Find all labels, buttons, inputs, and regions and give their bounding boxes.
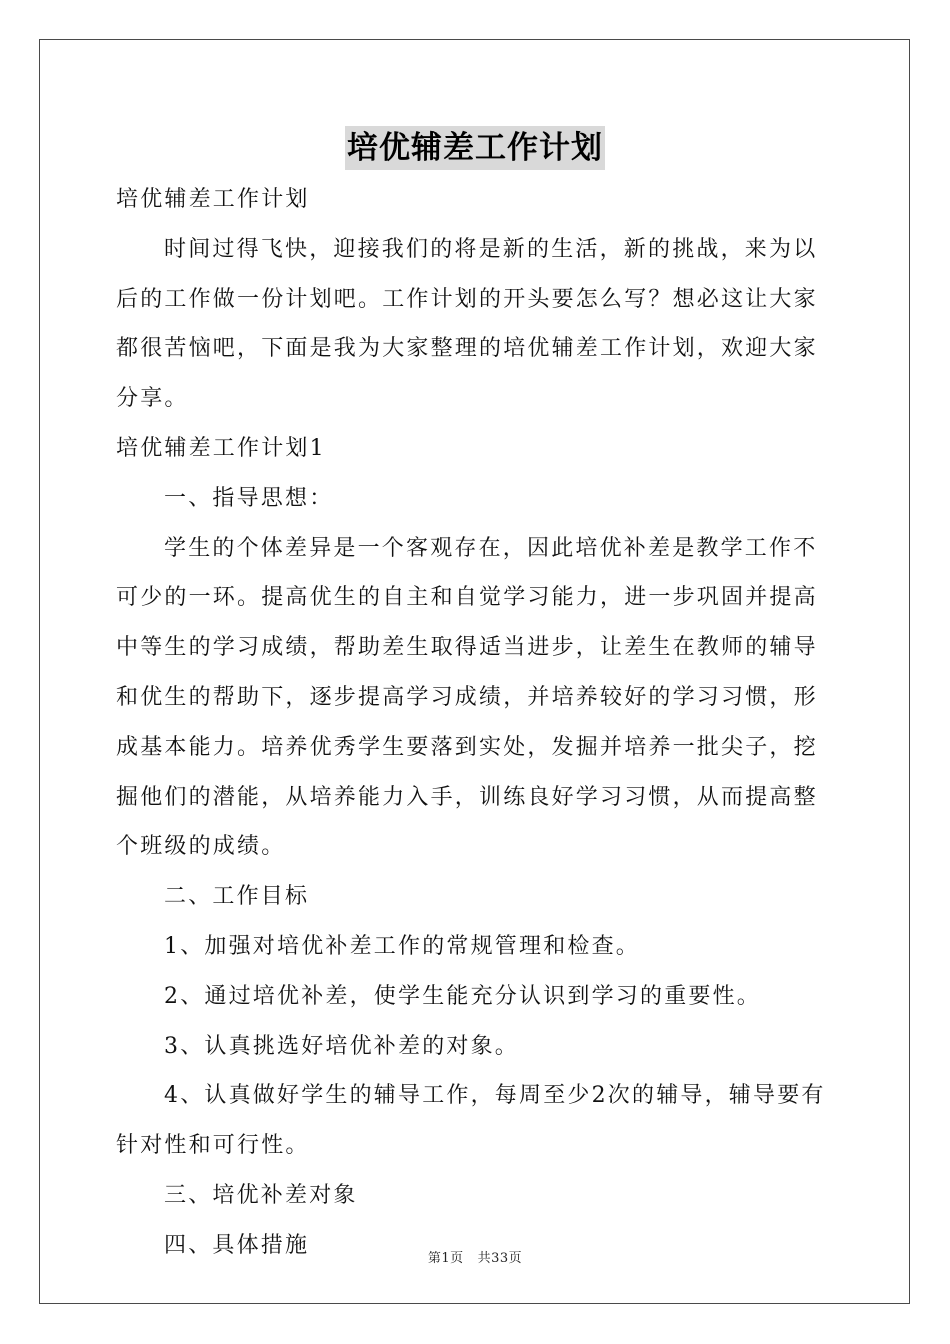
paragraph-heading-measures: 四、具体措施 [164,1232,310,1258]
page-total: 共33页 [477,1251,523,1266]
title-area [0,126,950,170]
paragraph-section-heading: 培优辅差工作计划1 [116,435,326,461]
paragraph-goal-4: 4、认真做好学生的辅导工作，每周至少2次的辅导，辅导要有针对性和可行性。 [116,1083,826,1159]
paragraph-intro: 时间过得飞快，迎接我们的将是新的生活，新的挑战，来为以后的工作做一份计划吧。工作计划的开头要怎么写？想必这让大家都很苦恼吧，下面是我为大家整理的培优辅差工作计划，欢迎大家分享。 [116,236,818,412]
paragraph-goal-1: 1、加强对培优补差工作的常规管理和检查。 [164,933,640,959]
document-title: 培优辅差工作计划 [345,126,605,170]
page-number: 第1页 [427,1251,464,1266]
page-footer [0,1247,950,1266]
paragraph-heading-targets: 三、培优补差对象 [164,1182,358,1208]
paragraph-subtitle: 培优辅差工作计划 [116,187,310,212]
paragraph-heading-guiding-idea: 一、指导思想： [164,485,334,511]
document-body [116,175,836,1271]
paragraph-goal-3: 3、认真挑选好培优补差的对象。 [164,1033,519,1059]
paragraph-guiding-idea-body: 学生的个体差异是一个客观存在，因此培优补差是教学工作不可少的一环。提高优生的自主和自觉学习能力，进一步巩固并提高中等生的学习成绩，帮助差生取得适当进步，让差生在教师的辅导和优生的帮助下，逐步提高学习成绩，并培养较好的学习习惯，形成基本能力。培养优秀学生要落到实处，发掘并培养一批尖子，挖掘他们的潜能，从培养能力入手，训练良好学习习惯，从而提高整个班级的成绩。 [116,535,818,860]
paragraph-heading-work-goals: 二、工作目标 [164,884,310,910]
paragraph-goal-2: 2、通过培优补差，使学生能充分认识到学习的重要性。 [164,983,761,1009]
